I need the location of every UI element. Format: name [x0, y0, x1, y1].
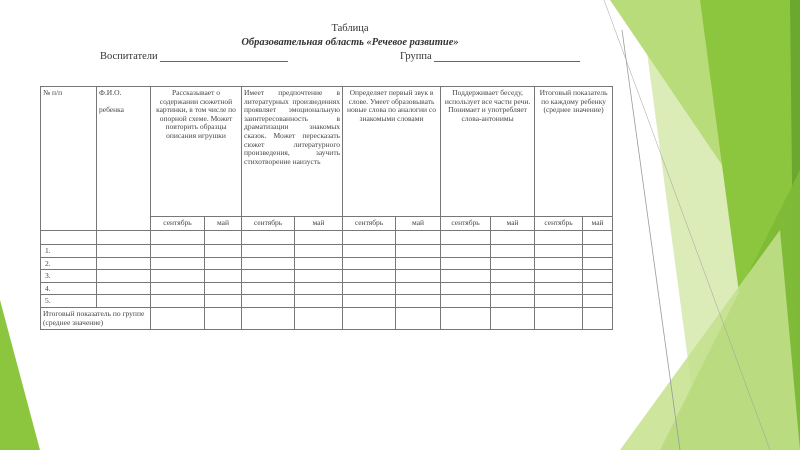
- cell: [535, 295, 583, 308]
- cell: [205, 257, 242, 270]
- cell: [242, 257, 295, 270]
- cell: [205, 282, 242, 295]
- cell: [295, 245, 343, 258]
- col-name-line-1: Ф.И.О.: [99, 88, 122, 97]
- cell: [151, 245, 205, 258]
- cell: [41, 231, 97, 245]
- header-row: [41, 87, 613, 217]
- cell: [441, 231, 491, 245]
- cell: [535, 307, 583, 329]
- cell: [151, 231, 205, 245]
- cell: [396, 295, 441, 308]
- month-end-cell: май: [205, 217, 242, 231]
- cell: [396, 307, 441, 329]
- month-start-cell: сентябрь: [242, 217, 295, 231]
- cell: [205, 295, 242, 308]
- cell: [396, 257, 441, 270]
- cell: [151, 270, 205, 283]
- cell: [295, 307, 343, 329]
- cell: [441, 295, 491, 308]
- cell: [583, 245, 613, 258]
- month-start-cell: сентябрь: [535, 217, 583, 231]
- cell: [151, 295, 205, 308]
- table-row: [41, 282, 613, 295]
- month-start-cell: сентябрь: [343, 217, 396, 231]
- cell: [151, 282, 205, 295]
- cell: [151, 307, 205, 329]
- cell: [583, 270, 613, 283]
- educators-blank: [160, 50, 288, 62]
- cell: [491, 257, 535, 270]
- cell: [295, 257, 343, 270]
- row-number: 5.: [41, 295, 97, 308]
- col-number-header: № п/п: [41, 87, 97, 231]
- cell: [205, 245, 242, 258]
- col-name-line-2: ребенка: [99, 105, 124, 115]
- cell: [242, 307, 295, 329]
- cell: [491, 295, 535, 308]
- cell: [295, 282, 343, 295]
- cell: [242, 282, 295, 295]
- cell: [491, 270, 535, 283]
- cell: [396, 231, 441, 245]
- cell: [343, 295, 396, 308]
- cell: [343, 231, 396, 245]
- educators-field: [100, 50, 288, 62]
- cell: [491, 231, 535, 245]
- cell: [441, 307, 491, 329]
- educators-label: Воспитатели: [100, 51, 158, 62]
- table-row: [41, 270, 613, 283]
- cell: [535, 270, 583, 283]
- month-start-cell: сентябрь: [151, 217, 205, 231]
- cell: [491, 282, 535, 295]
- row-number: 4.: [41, 282, 97, 295]
- cell: [242, 295, 295, 308]
- cell: [97, 245, 151, 258]
- total-label: Итоговый показатель по группе (среднее значение): [41, 307, 151, 329]
- cell: [97, 295, 151, 308]
- cell: [535, 257, 583, 270]
- cell: [583, 295, 613, 308]
- criterion-header-4: Поддерживает беседу, использует все части речи. Понимает и употребляет слова-антонимы: [441, 87, 535, 217]
- row-number: 3.: [41, 270, 97, 283]
- cell: [151, 257, 205, 270]
- blank-spacer-row: [41, 231, 613, 245]
- cell: [491, 245, 535, 258]
- cell: [205, 270, 242, 283]
- criterion-header-3: Определяет первый звук в слове. Умеет образовывать новые слова по аналогии со знакомыми словами: [343, 87, 441, 217]
- cell: [583, 307, 613, 329]
- cell: [242, 245, 295, 258]
- cell: [583, 257, 613, 270]
- row-number: 2.: [41, 257, 97, 270]
- cell: [97, 270, 151, 283]
- row-number: 1.: [41, 245, 97, 258]
- month-start-cell: сентябрь: [441, 217, 491, 231]
- cell: [583, 231, 613, 245]
- group-blank: [434, 50, 580, 62]
- cell: [295, 231, 343, 245]
- cell: [205, 307, 242, 329]
- cell: [343, 245, 396, 258]
- month-end-cell: май: [295, 217, 343, 231]
- cell: [343, 257, 396, 270]
- cell: [343, 270, 396, 283]
- title-block: [0, 22, 700, 50]
- cell: [583, 282, 613, 295]
- cell: [396, 282, 441, 295]
- cell: [491, 307, 535, 329]
- cell: [441, 270, 491, 283]
- table-row: [41, 245, 613, 258]
- cell: [441, 282, 491, 295]
- cell: [97, 282, 151, 295]
- group-label: Группа: [400, 51, 432, 62]
- col-name-header: [97, 87, 151, 231]
- month-end-cell: май: [396, 217, 441, 231]
- cell: [535, 245, 583, 258]
- cell: [441, 245, 491, 258]
- assessment-table: [40, 86, 613, 330]
- cell: [441, 257, 491, 270]
- cell: [396, 270, 441, 283]
- cell: [205, 231, 242, 245]
- deco-left-green: [0, 300, 40, 450]
- cell: [295, 270, 343, 283]
- total-row: [41, 307, 613, 329]
- table-subtitle: Образовательная область «Речевое развитие»: [241, 37, 459, 48]
- criterion-header-5: Итоговый показатель по каждому ребенку (среднее значение): [535, 87, 613, 217]
- cell: [343, 307, 396, 329]
- group-field: [400, 50, 580, 62]
- criterion-header-1: Рассказывает о содержании сюжетной картинки, в том числе по опорной схеме. Может повторить образцы описания игрушки: [151, 87, 242, 217]
- table-row: [41, 257, 613, 270]
- month-end-cell: май: [583, 217, 613, 231]
- cell: [242, 231, 295, 245]
- cell: [242, 270, 295, 283]
- cell: [97, 231, 151, 245]
- cell: [535, 231, 583, 245]
- month-end-cell: май: [491, 217, 535, 231]
- criterion-header-2: Имеет предпочтение в литературных произведениях проявляет эмоциональную заинтересованность в драматизации знакомых сказок. Может пересказать сюжет литературного произведения, заучить стихотворение наизусть: [242, 87, 343, 217]
- table-row: [41, 295, 613, 308]
- cell: [396, 245, 441, 258]
- cell: [535, 282, 583, 295]
- table-title: Таблица: [331, 23, 369, 34]
- cell: [295, 295, 343, 308]
- cell: [343, 282, 396, 295]
- cell: [97, 257, 151, 270]
